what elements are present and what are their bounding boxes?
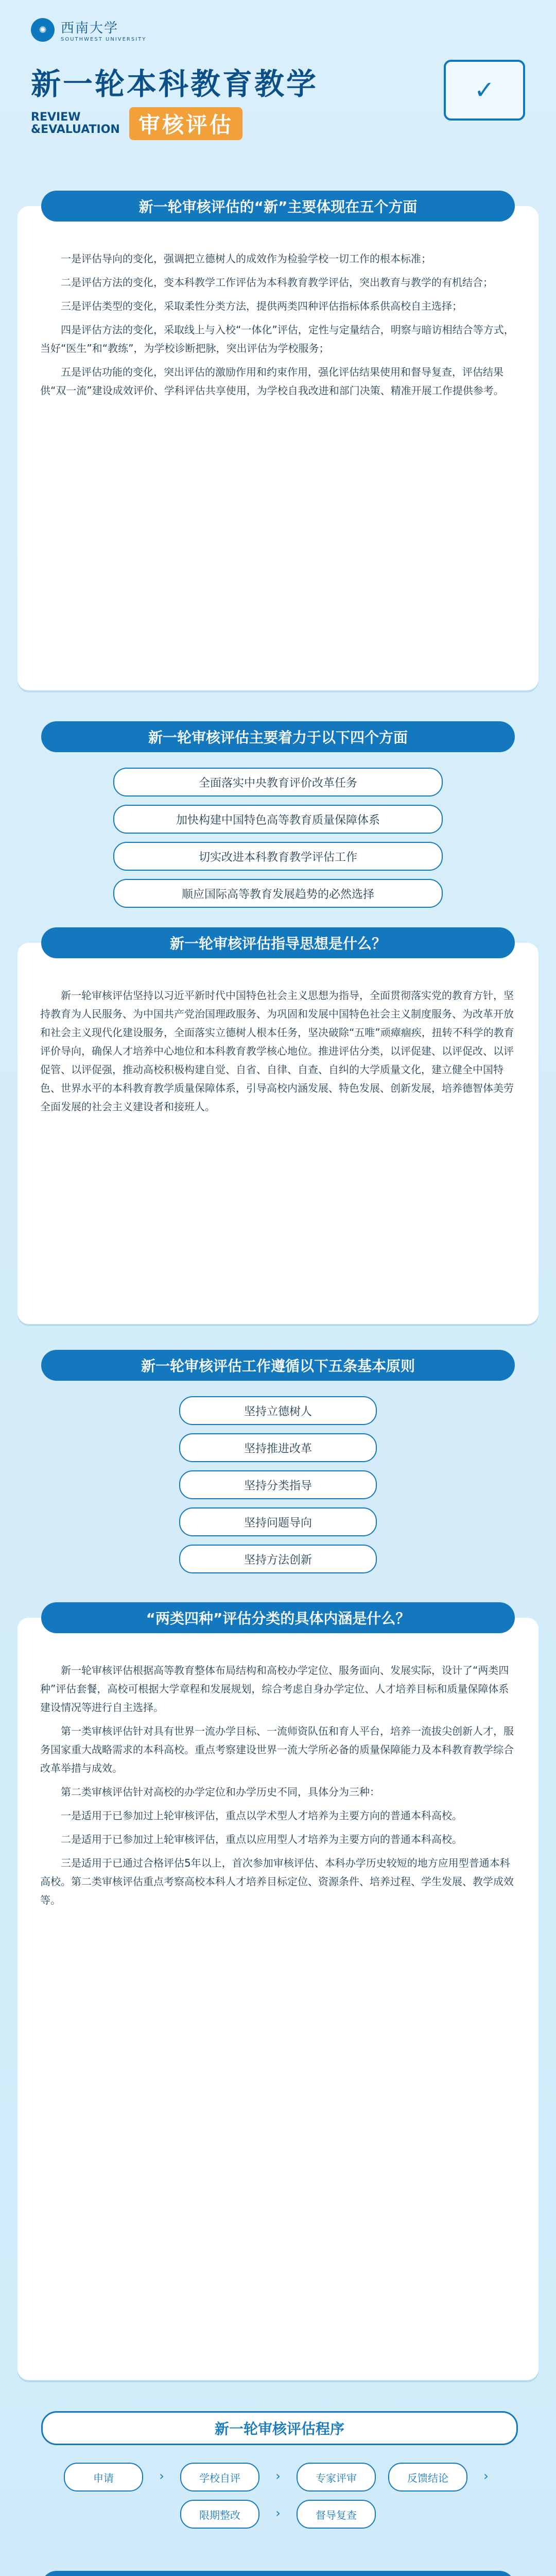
section-two-types-four-kinds [18,1618,538,2380]
types-intro: 新一轮审核评估根据高等教育整体布局结构和高校办学定位、服务面向、发展实际，设计了“两类四种”评估套餐，高校可根据大学章程和发展规划，综合考虑自身办学定位、人才培养目标和质量保障体系建设情况等进行自主选择。 [40,1664,509,1714]
arrow-right-icon: › [275,2469,281,2483]
principle-item: 坚持推进改革 [179,1433,377,1462]
section-guiding-ideology [18,943,538,1324]
step-expert-review: 专家评审 [297,2463,376,2492]
step-apply: 申请 [64,2463,143,2492]
university-seal-icon: ✺ [31,18,55,42]
focus-item: 切实改进本科教育教学评估工作 [113,842,443,871]
type-two-b: 二是适用于已参加过上轮审核评估，重点以应用型人才培养为主要方向的普通本科高校。 [61,1833,462,1845]
principle-item: 坚持问题导向 [179,1507,377,1536]
step-supervision: 督导复查 [297,2500,376,2529]
guiding-ideology-text: 新一轮审核评估坚持以习近平新时代中国特色社会主义思想为指导，全面贯彻落实党的教育方针，坚持教育为人民服务、为中国共产党治国理政服务、为巩固和发展中国特色社会主义制度服务、为改革开放和社会主义现代化建设服务，全面落实立德树人根本任务，坚决破除“五唯”顽瘴痼疾，扭转不科学的教育评价导向，确保人才培养中心地位和本科教育教学核心地位。推进评估分类，以评促建、以评促改、以评促管、以评促强，推动高校积极构建自觉、自省、自律、自查、自纠的大学质量文化，建立健全中国特色、世界水平的本科教育教学质量保障体系，引导高校内涵发展、特色发展、创新发展，培养德智体美劳全面发展的社会主义建设者和接班人。 [40,989,514,1113]
type-one: 第一类审核评估针对具有世界一流办学目标、一流师资队伍和育人平台，培养一流拔尖创新人才，服务国家重大战略需求的本科高校。重点考察建设世界一流大学所必备的质量保障能力及本科教育教学综合改革举措与成效。 [40,1725,514,1774]
principles-list [113,1396,443,1573]
arrow-right-icon: › [275,2506,281,2520]
document-check-icon: ✓ [444,60,525,121]
aspect-2: 二是评估方法的变化，变本科教学工作评估为本科教育教学评估，突出教育与教学的有机结合； [61,276,493,289]
english-title: REVIEW &EVALUATION [31,111,120,136]
type-two: 第二类审核评估针对高校的办学定位和办学历史不同，具体分为三种： [61,1786,380,1798]
section-five-aspects [18,206,538,690]
page-title: 新一轮本科教育教学 [31,66,319,101]
type-two-a: 一是适用于已参加过上轮审核评估，重点以学术型人才培养为主要方向的普通本科高校。 [61,1809,462,1822]
section7-banner [41,2571,515,2576]
principle-item: 坚持立德树人 [179,1396,377,1425]
type-two-c: 三是适用于已通过合格评估5年以上，首次参加审核评估、本科办学历史较短的地方应用型普通本科高校。第二类审核评估重点考察高校本科人才培养目标定位、资源条件、培养过程、学生发展、教学成效等。 [40,1857,514,1906]
aspect-1: 一是评估导向的变化，强调把立德树人的成效作为检验学校一切工作的根本标准； [61,252,431,265]
audit-badge: 审核评估 [129,107,242,140]
step-feedback: 反馈结论 [388,2463,467,2492]
aspect-5: 五是评估功能的变化，突出评估的激励作用和约束作用，强化评估结果使用和督导复查，评估结果供“双一流”建设成效评价、学科评估共享使用，为学校自我改进和部门决策、精准开展工作提供参考。 [40,366,504,397]
aspect-3: 三是评估类型的变化，采取柔性分类方法，提供两类四种评估指标体系供高校自主选择； [61,300,462,312]
logo-chinese: 西南大学 [61,21,119,36]
university-logo [31,18,525,42]
aspect-4: 四是评估方法的变化，采取线上与入校“一体化”评估，定性与定量结合，明察与暗访相结合等方式，当好“医生”和“教练”，为学校诊断把脉，突出评估为学校服务； [40,324,514,354]
focus-list [113,768,443,908]
section1-banner: 新一轮审核评估的“新”主要体现在五个方面 [41,191,515,222]
step-self-assessment: 学校自评 [180,2463,259,2492]
logo-english: SOUTHWEST UNIVERSITY [61,37,147,42]
section4-banner: 新一轮审核评估工作遵循以下五条基本原则 [41,1350,515,1381]
procedure-flow [36,2463,520,2529]
focus-item: 加快构建中国特色高等教育质量保障体系 [113,805,443,834]
section5-banner: “两类四种”评估分类的具体内涵是什么？ [41,1602,515,1633]
focus-item: 顺应国际高等教育发展趋势的必然选择 [113,879,443,908]
arrow-right-icon: › [159,2469,164,2483]
section2-banner: 新一轮审核评估主要着力于以下四个方面 [41,721,515,752]
principle-item: 坚持方法创新 [179,1545,377,1573]
focus-item: 全面落实中央教育评价改革任务 [113,768,443,796]
step-rectification: 限期整改 [180,2500,259,2529]
principle-item: 坚持分类指导 [179,1470,377,1499]
section6-banner: 新一轮审核评估程序 [41,2411,518,2445]
section3-banner: 新一轮审核评估指导思想是什么？ [41,927,515,958]
header [0,0,556,185]
arrow-right-icon: › [483,2469,489,2483]
